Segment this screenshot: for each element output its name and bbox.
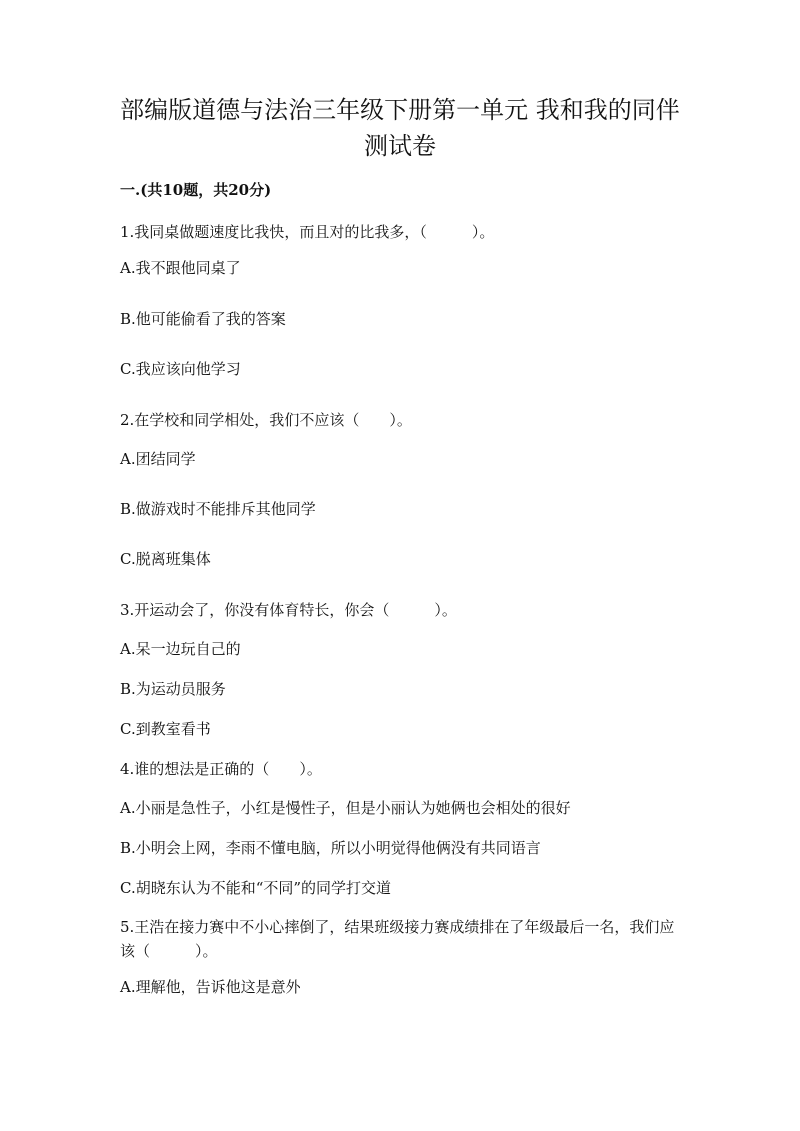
question-5-stem: 5.王浩在接力赛中不小心摔倒了，结果班级接力赛成绩排在了年级最后一名，我们应该（ ）。 xyxy=(120,918,675,960)
section-heading: 一.(共10题，共20分) xyxy=(120,181,272,199)
question-4-option-c: C.胡晓东认为不能和“不同”的同学打交道 xyxy=(120,879,392,897)
question-1-option-c: C.我应该向他学习 xyxy=(120,360,241,378)
question-2-stem: 2.在学校和同学相处，我们不应该（ ）。 xyxy=(120,411,412,429)
question-4-option-b: B.小明会上网，李雨不懂电脑，所以小明觉得他俩没有共同语言 xyxy=(120,839,541,857)
question-2-option-a: A.团结同学 xyxy=(120,450,196,468)
question-1-option-a: A.我不跟他同桌了 xyxy=(120,259,241,277)
question-4-stem: 4.谁的想法是正确的（ ）。 xyxy=(120,760,322,778)
question-3-stem: 3.开运动会了，你没有体育特长，你会（ ）。 xyxy=(120,601,457,619)
question-1-option-b: B.他可能偷看了我的答案 xyxy=(120,310,286,328)
document-title: 部编版道德与法治三年级下册第一单元 我和我的同伴 测试卷 xyxy=(120,96,680,160)
question-2-option-b: B.做游戏时不能排斥其他同学 xyxy=(120,500,316,518)
question-1-stem: 1.我同桌做题速度比我快，而且对的比我多，（ ）。 xyxy=(120,223,495,241)
question-5-option-a: A.理解他，告诉他这是意外 xyxy=(120,978,301,996)
question-2-option-c: C.脱离班集体 xyxy=(120,550,211,568)
question-3-option-c: C.到教室看书 xyxy=(120,720,211,738)
question-4-option-a: A.小丽是急性子，小红是慢性子，但是小丽认为她俩也会相处的很好 xyxy=(120,799,571,817)
question-3-option-b: B.为运动员服务 xyxy=(120,680,226,698)
question-3-option-a: A.呆一边玩自己的 xyxy=(120,640,241,658)
